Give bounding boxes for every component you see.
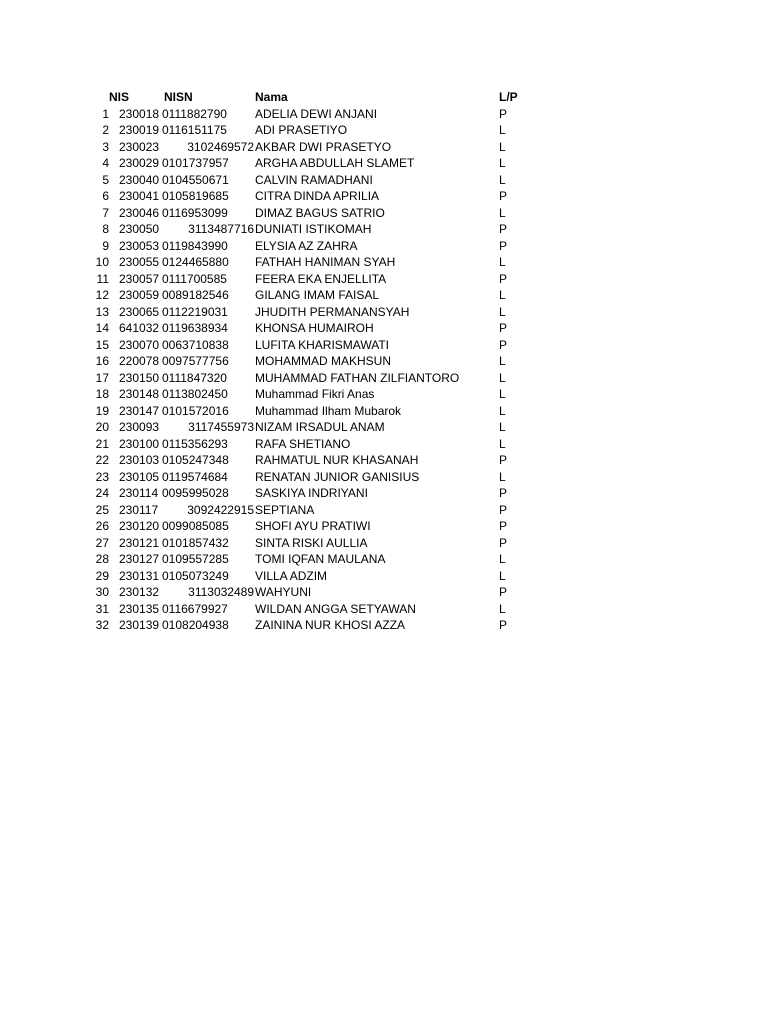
cell-nama: SINTA RISKI AULLIA — [255, 535, 368, 550]
table-row — [88, 304, 548, 321]
cell-lp: P — [499, 585, 508, 599]
cell-nisn: 0124465880 — [162, 255, 229, 269]
table-row — [88, 155, 548, 172]
cell-nis: 230059 — [119, 288, 160, 302]
table-row — [88, 403, 548, 420]
cell-nisn: 0063710838 — [162, 337, 229, 352]
cell-no: 24 — [95, 486, 109, 500]
cell-nama: DUNIATI ISTIKOMAH — [255, 222, 372, 236]
table-row — [88, 106, 548, 123]
cell-nis: 230103 — [119, 453, 160, 467]
cell-no: 10 — [95, 255, 109, 269]
cell-no: 21 — [95, 436, 109, 451]
table-row — [88, 436, 548, 453]
table-row — [88, 287, 548, 304]
cell-nama: KHONSA HUMAIROH — [255, 321, 374, 335]
cell-nisn: 0105819685 — [162, 189, 229, 203]
cell-nama: AKBAR DWI PRASETYO — [255, 139, 392, 154]
cell-no: 2 — [102, 123, 109, 137]
cell-no: 22 — [95, 453, 109, 467]
cell-nisn: 3092422915 — [187, 502, 254, 517]
cell-nisn: 0115356293 — [162, 436, 228, 451]
cell-no: 19 — [95, 403, 109, 418]
cell-nama: RENATAN JUNIOR GANISIUS — [255, 469, 420, 484]
cell-no: 6 — [102, 189, 109, 203]
cell-nisn: 0095995028 — [162, 486, 229, 500]
header-nisn: NISN — [164, 90, 193, 104]
cell-nisn: 3117455973 — [188, 420, 254, 434]
cell-no: 13 — [95, 304, 109, 319]
cell-nama: TOMI IQFAN MAULANA — [255, 552, 386, 566]
cell-nis: 230018 — [119, 106, 160, 121]
table-row — [88, 584, 548, 601]
cell-no: 4 — [102, 156, 109, 170]
cell-nisn: 0116151175 — [162, 123, 227, 137]
cell-no: 28 — [95, 552, 109, 566]
cell-nama: SEPTIANA — [255, 502, 315, 517]
cell-no: 17 — [95, 370, 109, 385]
cell-nisn: 0119843990 — [162, 238, 228, 253]
table-row — [88, 535, 548, 552]
table-row — [88, 452, 548, 469]
cell-nama: VILLA ADZIM — [255, 568, 328, 583]
cell-nama: ELYSIA AZ ZAHRA — [255, 238, 358, 253]
cell-lp: P — [499, 321, 508, 335]
cell-nis: 230053 — [119, 238, 160, 253]
header-nis: NIS — [109, 90, 130, 104]
table-row — [88, 469, 548, 486]
cell-nisn: 0119638934 — [162, 321, 228, 335]
cell-lp: L — [499, 552, 506, 566]
cell-nis: 230132 — [119, 585, 160, 599]
table-row — [88, 551, 548, 568]
cell-nis: 230041 — [119, 189, 160, 203]
cell-lp: P — [499, 502, 508, 517]
table-row — [88, 337, 548, 354]
cell-nisn: 0101857432 — [162, 535, 229, 550]
cell-nis: 230147 — [119, 403, 160, 418]
table-row — [88, 502, 548, 519]
cell-nisn: 0101737957 — [162, 156, 229, 170]
cell-nama: DIMAZ BAGUS SATRIO — [255, 205, 385, 220]
cell-nisn: 0119574684 — [162, 469, 228, 484]
cell-lp: L — [499, 354, 506, 368]
cell-nis: 220078 — [119, 354, 160, 368]
table-row — [88, 568, 548, 585]
cell-nis: 230121 — [119, 535, 160, 550]
cell-lp: P — [499, 535, 508, 550]
cell-no: 23 — [95, 469, 109, 484]
cell-nama: FATHAH HANIMAN SYAH — [255, 255, 396, 269]
cell-nama: WILDAN ANGGA SETYAWAN — [255, 601, 416, 616]
cell-no: 11 — [96, 271, 109, 286]
cell-lp: L — [499, 304, 506, 319]
cell-lp: L — [499, 601, 506, 616]
cell-lp: P — [499, 618, 508, 632]
cell-nis: 230057 — [119, 271, 160, 286]
cell-no: 12 — [95, 288, 109, 302]
cell-nisn: 0097577756 — [162, 354, 229, 368]
cell-no: 20 — [95, 420, 109, 434]
table-row — [88, 386, 548, 403]
cell-nis: 230040 — [119, 172, 160, 187]
cell-nama: Muhammad Ilham Mubarok — [255, 403, 402, 418]
cell-nis: 230100 — [119, 436, 160, 451]
cell-nisn: 3102469572 — [187, 139, 254, 154]
table-row — [88, 172, 548, 189]
cell-nis: 230070 — [119, 337, 160, 352]
cell-nama: Muhammad Fikri Anas — [255, 387, 375, 401]
cell-nama: ARGHA ABDULLAH SLAMET — [255, 156, 415, 170]
cell-nis: 230046 — [119, 205, 160, 220]
cell-nis: 230114 — [119, 486, 159, 500]
table-row — [88, 320, 548, 337]
cell-nisn: 3113032489 — [188, 585, 254, 599]
table-row — [88, 254, 548, 271]
cell-nis: 230135 — [119, 601, 160, 616]
table-row — [88, 238, 548, 255]
table-header — [88, 89, 548, 106]
header-nama: Nama — [255, 90, 288, 104]
cell-nisn: 0116679927 — [162, 601, 228, 616]
cell-nisn: 0112219031 — [162, 304, 228, 319]
cell-nisn: 0105247348 — [162, 453, 229, 467]
cell-nama: GILANG IMAM FAISAL — [255, 288, 380, 302]
cell-no: 14 — [95, 321, 109, 335]
table-row — [88, 485, 548, 502]
cell-no: 9 — [102, 238, 109, 253]
cell-nis: 230150 — [119, 370, 160, 385]
cell-nama: CALVIN RAMADHANI — [255, 172, 373, 187]
cell-nis: 230105 — [119, 469, 160, 484]
table-row — [88, 370, 548, 387]
cell-no: 26 — [95, 519, 109, 533]
cell-nis: 230117 — [119, 502, 159, 517]
cell-nis: 230139 — [119, 618, 160, 632]
cell-no: 8 — [102, 222, 109, 236]
cell-lp: P — [499, 519, 508, 533]
cell-no: 3 — [102, 139, 109, 154]
cell-nama: WAHYUNI — [255, 585, 312, 599]
cell-lp: P — [499, 486, 508, 500]
table-row — [88, 617, 548, 634]
cell-nama: NIZAM IRSADUL ANAM — [255, 420, 385, 434]
cell-nisn: 0099085085 — [162, 519, 229, 533]
cell-nisn: 0116953099 — [162, 205, 228, 220]
cell-lp: L — [499, 370, 506, 385]
cell-lp: L — [499, 387, 506, 401]
cell-nisn: 0104550671 — [162, 172, 229, 187]
cell-nisn: 0108204938 — [162, 618, 229, 632]
cell-nis: 230131 — [119, 568, 160, 583]
cell-nis: 230127 — [119, 552, 160, 566]
table-row — [88, 139, 548, 156]
cell-nama: ZAININA NUR KHOSI AZZA — [255, 618, 406, 632]
cell-nisn: 0111882790 — [162, 106, 227, 121]
cell-lp: P — [499, 189, 508, 203]
cell-lp: L — [499, 139, 506, 154]
cell-lp: P — [499, 337, 508, 352]
table-row — [88, 353, 548, 370]
cell-nisn: 0101572016 — [162, 403, 229, 418]
cell-nis: 641032 — [119, 321, 160, 335]
cell-lp: L — [499, 568, 506, 583]
cell-nama: ADI PRASETIYO — [255, 123, 348, 137]
table-row — [88, 221, 548, 238]
cell-nisn: 0113802450 — [162, 387, 228, 401]
cell-no: 16 — [95, 354, 109, 368]
cell-lp: L — [499, 436, 506, 451]
cell-nisn: 0111700585 — [162, 271, 227, 286]
cell-nis: 230120 — [119, 519, 160, 533]
cell-no: 15 — [95, 337, 109, 352]
cell-nama: ADELIA DEWI ANJANI — [255, 106, 378, 121]
cell-nis: 230093 — [119, 420, 160, 434]
cell-lp: P — [499, 271, 508, 286]
cell-nis: 230055 — [119, 255, 160, 269]
cell-no: 1 — [102, 106, 109, 121]
cell-no: 30 — [95, 585, 109, 599]
cell-no: 18 — [95, 387, 109, 401]
cell-nama: FEERA EKA ENJELLITA — [255, 271, 387, 286]
cell-lp: L — [499, 288, 506, 302]
table-row — [88, 122, 548, 139]
cell-lp: L — [499, 205, 506, 220]
cell-lp: P — [499, 238, 508, 253]
cell-nis: 230019 — [119, 123, 160, 137]
student-table — [88, 89, 548, 634]
cell-no: 27 — [95, 535, 109, 550]
cell-nisn: 0111847320 — [162, 370, 227, 385]
cell-nis: 230050 — [119, 222, 160, 236]
cell-lp: L — [499, 403, 506, 418]
cell-nama: SASKIYA INDRIYANI — [255, 486, 368, 500]
header-lp: L/P — [499, 90, 518, 104]
table-body — [88, 106, 548, 634]
cell-lp: L — [499, 420, 506, 434]
cell-lp: P — [499, 106, 508, 121]
cell-lp: L — [499, 172, 506, 187]
cell-lp: L — [499, 123, 506, 137]
cell-lp: L — [499, 255, 506, 269]
table-row — [88, 518, 548, 535]
cell-no: 25 — [95, 502, 109, 517]
cell-nisn: 0089182546 — [162, 288, 229, 302]
table-row — [88, 188, 548, 205]
table-row — [88, 601, 548, 618]
cell-nama: JHUDITH PERMANANSYAH — [255, 304, 410, 319]
cell-lp: L — [499, 156, 506, 170]
cell-no: 32 — [95, 618, 109, 632]
cell-nama: RAHMATUL NUR KHASANAH — [255, 453, 419, 467]
cell-no: 7 — [102, 205, 109, 220]
cell-nis: 230065 — [119, 304, 160, 319]
cell-no: 5 — [102, 172, 109, 187]
cell-nis: 230148 — [119, 387, 160, 401]
cell-nama: SHOFI AYU PRATIWI — [255, 519, 371, 533]
cell-no: 31 — [95, 601, 109, 616]
table-row — [88, 271, 548, 288]
cell-lp: P — [499, 453, 508, 467]
cell-no: 29 — [95, 568, 109, 583]
cell-nama: RAFA SHETIANO — [255, 436, 351, 451]
table-row — [88, 419, 548, 436]
cell-nisn: 0105073249 — [162, 568, 229, 583]
cell-nis: 230029 — [119, 156, 160, 170]
cell-nisn: 3113487716 — [188, 222, 254, 236]
cell-nama: MOHAMMAD MAKHSUN — [255, 354, 392, 368]
cell-nama: MUHAMMAD FATHAN ZILFIANTORO — [255, 370, 460, 385]
cell-nama: CITRA DINDA APRILIA — [255, 189, 380, 203]
cell-lp: P — [499, 222, 508, 236]
cell-lp: L — [499, 469, 506, 484]
cell-nis: 230023 — [119, 139, 160, 154]
cell-nisn: 0109557285 — [162, 552, 229, 566]
table-row — [88, 205, 548, 222]
cell-nama: LUFITA KHARISMAWATI — [255, 337, 390, 352]
